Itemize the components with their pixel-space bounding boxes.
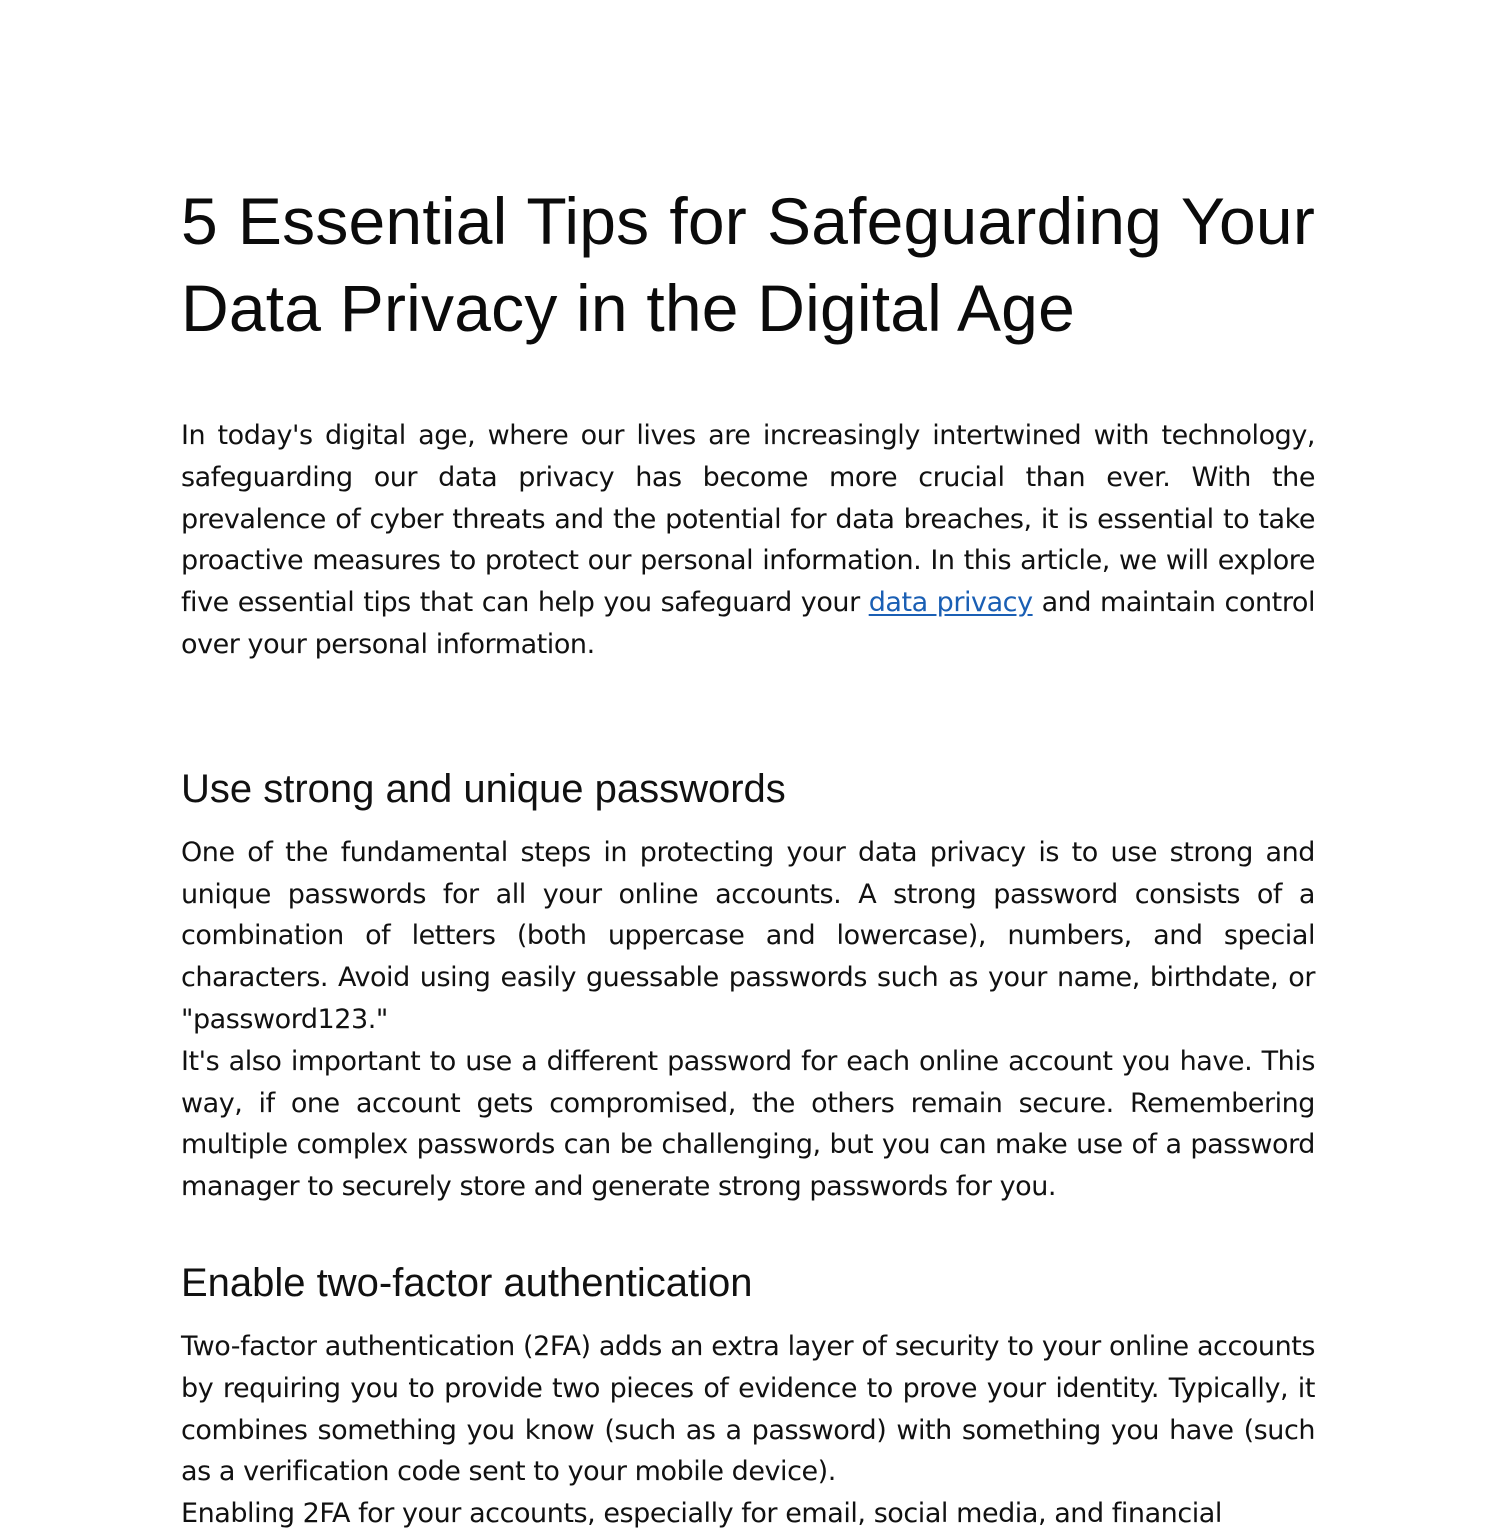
section-heading-2fa: Enable two-factor authentication <box>181 1260 753 1305</box>
2fa-paragraph-2: Enabling 2FA for your accounts, especially for email, social media, and financial <box>181 1498 1222 1530</box>
document-page <box>181 178 1315 1535</box>
passwords-paragraph-2: It's also important to use a different password for each online account you have. This way, if one account gets compromised, the others remain secure. Remembering multiple complex passwords can be challenging, but you can make use of a password manager to securely store and generate strong passwords for you. <box>181 1045 1315 1203</box>
data-privacy-link[interactable]: data privacy <box>868 587 1033 619</box>
section-heading-passwords: Use strong and unique passwords <box>181 766 786 811</box>
passwords-paragraph-1: One of the fundamental steps in protecting your data privacy is to use strong and unique passwords for all your online accounts. A strong password consists of a combination of letters (both uppercase and lowercase), numbers, and special characters. Avoid using easily guessable passwords such as your name, birthdate, or "password123." <box>181 836 1315 1035</box>
2fa-paragraph-1: Two-factor authentication (2FA) adds an extra layer of security to your online accounts by requiring you to provide two pieces of evidence to prove your identity. Typically, it combines something you know (such as a password) with something you have (such as a verification code sent to your mobile device). <box>181 1330 1315 1488</box>
intro-text-after-link: and maintain control over your personal information. <box>181 587 1315 660</box>
intro-text-before-link: In today's digital age, where our lives are increasingly intertwined with technology, safeguarding our data privacy has become more crucial than ever. With the prevalence of cyber threats and the potential for data breaches, it is essential to take proactive measures to protect our personal information. In this article, we will explore five essential tips that can help you safeguard your <box>181 420 1315 619</box>
document-title: 5 Essential Tips for Safeguarding Your Data Privacy in the Digital Age <box>181 184 1315 345</box>
intro-paragraph <box>181 415 1315 666</box>
